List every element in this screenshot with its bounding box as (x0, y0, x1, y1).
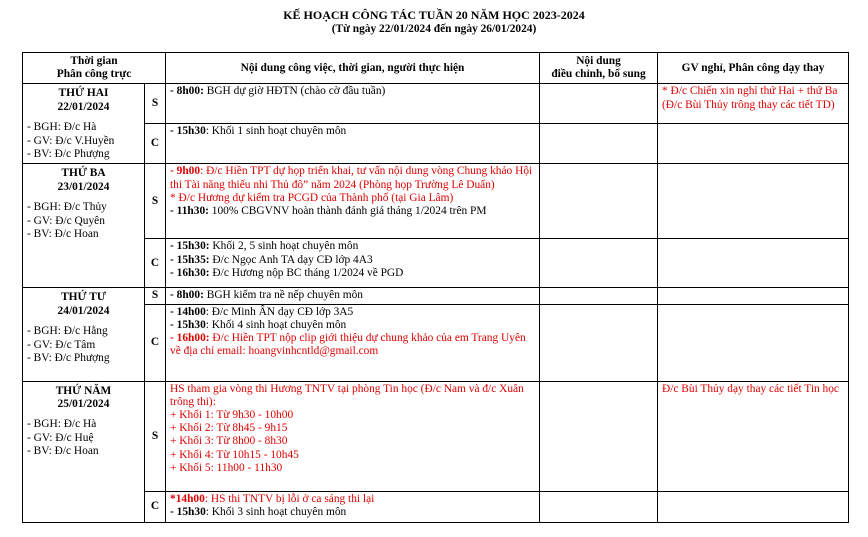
table-row (23, 491, 849, 522)
afternoon-content (166, 491, 540, 522)
day-cell (23, 84, 145, 164)
substitute-cell: * Đ/c Chiến xin nghỉ thứ Hai + thứ Ba (Đ/c Bùi Thủy trông thay các tiết TD) (658, 84, 849, 124)
substitute-cell (658, 164, 849, 239)
entry-text: Khối 2, 5 sinh hoạt chuyên môn (209, 240, 359, 253)
duty-assignment: - BGH: Đ/c Hà (27, 121, 97, 134)
entry-time: - 8h00: (170, 289, 204, 302)
entry-text: : HS thi TNTV bị lỗi ở ca sáng thi lại (204, 492, 375, 505)
header-substitute: GV nghỉ, Phân công dạy thay (658, 53, 849, 84)
adjustment-cell (540, 381, 658, 491)
afternoon-content (166, 124, 540, 164)
day-cell (23, 381, 145, 522)
session-morning: S (145, 84, 166, 124)
header-content: Nội dung công việc, thời gian, người thực hiện (166, 53, 540, 84)
morning-content (166, 164, 540, 239)
day-name: THỨ TƯ (61, 291, 106, 304)
schedule-entry (170, 165, 535, 191)
schedule-table (22, 52, 849, 523)
session-afternoon: C (145, 491, 166, 522)
page-title: KẾ HOẠCH CÔNG TÁC TUẦN 20 NĂM HỌC 2023-2024 (283, 8, 585, 22)
session-afternoon: C (145, 239, 166, 288)
schedule-entry: + Khối 4: Từ 10h15 - 10h45 (170, 448, 299, 461)
day-cell (23, 288, 145, 381)
afternoon-content (166, 239, 540, 288)
substitute-cell (658, 239, 849, 288)
day-date: 22/01/2024 (57, 100, 110, 113)
duty-assignment: - BGH: Đ/c Thủy (27, 201, 107, 214)
adjustment-cell (540, 304, 658, 381)
table-row (23, 304, 849, 381)
page-subtitle: (Từ ngày 22/01/2024 đến ngày 26/01/2024) (331, 23, 537, 35)
entry-time: - 15h30 (170, 505, 206, 518)
schedule-entry: + Khối 5: 11h00 - 11h30 (170, 461, 283, 474)
session-morning: S (145, 381, 166, 491)
table-row (23, 84, 849, 124)
duty-assignment: - BGH: Đ/c Hằng (27, 325, 108, 338)
duty-assignment: - BV: Đ/c Phượng (27, 148, 110, 161)
entry-time: - 15h35: (170, 253, 210, 266)
schedule-entry: HS tham gia vòng thi Hương TNTV tại phòng Tin học (Đ/c Nam và đ/c Xuân trông thi): (170, 382, 524, 408)
schedule-entry (170, 506, 535, 519)
entry-time: - 15h30 (170, 125, 206, 138)
schedule-entry: + Khối 1: Từ 9h30 - 10h00 (170, 409, 294, 422)
substitute-cell (658, 491, 849, 522)
session-morning: S (145, 164, 166, 239)
entry-text: : Khối 4 sinh hoạt chuyên môn (205, 318, 347, 331)
session-morning: S (145, 288, 166, 304)
entry-time: *14h00 (170, 492, 205, 505)
entry-time: - 11h30: (170, 205, 209, 218)
table-row (23, 239, 849, 288)
entry-text: 100% CBGVNV hoàn thành đánh giá tháng 1/2024 trên PM (208, 205, 487, 218)
day-name: THỨ BA (61, 167, 106, 180)
morning-content (166, 288, 540, 304)
schedule-entry (170, 254, 535, 267)
duty-assignment: - GV: Đ/c Tâm (27, 338, 96, 351)
table-row (23, 288, 849, 304)
session-afternoon: C (145, 124, 166, 164)
day-date: 24/01/2024 (57, 304, 110, 317)
entry-text: Đ/c Ngọc Anh TA dạy CĐ lớp 4A3 (209, 253, 373, 266)
adjustment-cell (540, 239, 658, 288)
day-name: THỨ NĂM (55, 384, 112, 397)
duty-assignment: - BV: Đ/c Phượng (27, 352, 110, 365)
schedule-entry (170, 240, 535, 253)
adjustment-cell (540, 124, 658, 164)
substitute-cell: Đ/c Bùi Thủy dạy thay các tiết Tin học (658, 381, 849, 491)
header-adjustment: Nội dung điều chỉnh, bổ sung (540, 53, 658, 84)
schedule-entry (170, 205, 535, 218)
schedule-entry (170, 85, 535, 98)
entry-text: : Khối 1 sinh hoạt chuyên môn (205, 125, 347, 138)
schedule-entry (170, 125, 535, 138)
adjustment-cell (540, 84, 658, 124)
afternoon-content (166, 304, 540, 381)
duty-assignment: - BV: Đ/c Hoan (27, 228, 99, 241)
adjustment-cell (540, 288, 658, 304)
entry-time: - 15h30 (170, 318, 206, 331)
adjustment-cell (540, 164, 658, 239)
entry-text: Đ/c Hiền TPT nộp clip giới thiệu dự chung khảo của em Trang Uyên về địa chỉ email: hoangvinhcntld@gmail.com (170, 332, 526, 358)
entry-text: BGH kiểm tra nề nếp chuyên môn (203, 289, 363, 302)
entry-text: : Khối 3 sinh hoạt chuyên môn (205, 505, 347, 518)
substitute-cell (658, 124, 849, 164)
schedule-entry (170, 306, 535, 319)
table-row (23, 164, 849, 239)
entry-text: BGH dự giờ HĐTN (chào cờ đầu tuần) (203, 85, 386, 98)
duty-assignment: - GV: Đ/c Quyên (27, 214, 105, 227)
entry-time: - 16h30: (170, 266, 210, 279)
duty-assignment: - GV: Đ/c Huệ (27, 431, 94, 444)
entry-text: Đ/c Hương nộp BC tháng 1/2024 về PGD (209, 266, 404, 279)
schedule-entry (170, 267, 535, 280)
entry-time: - 16h00: (170, 332, 210, 345)
schedule-entry (170, 319, 535, 332)
schedule-entry (170, 332, 535, 358)
duty-assignment: - BGH: Đ/c Hà (27, 418, 97, 431)
entry-text: : Đ/c Minh ÂN dạy CĐ lớp 3A5 (205, 305, 354, 318)
schedule-entry (170, 192, 535, 205)
substitute-cell (658, 288, 849, 304)
table-row (23, 124, 849, 164)
duty-assignment: - GV: Đ/c V.Huyền (27, 134, 115, 147)
day-name: THỨ HAI (58, 87, 109, 100)
schedule-entry (170, 493, 535, 506)
header-time: Thời gian Phân công trực (23, 53, 166, 84)
entry-time: - 8h00: (170, 85, 204, 98)
schedule-entry (170, 289, 535, 302)
day-cell (23, 164, 145, 288)
morning-content (166, 84, 540, 124)
morning-content (166, 381, 540, 491)
entry-time: - 9h00 (170, 165, 201, 178)
schedule-entry: + Khối 2: Từ 8h45 - 9h15 (170, 422, 288, 435)
substitute-cell (658, 304, 849, 381)
day-date: 25/01/2024 (57, 398, 110, 411)
entry-time: - 14h00 (170, 305, 206, 318)
session-afternoon: C (145, 304, 166, 381)
table-row (23, 381, 849, 491)
duty-assignment: - BV: Đ/c Hoan (27, 445, 99, 458)
adjustment-cell (540, 491, 658, 522)
entry-time: - 15h30: (170, 240, 210, 253)
entry-text: : Đ/c Hiền TPT dự họp triển khai, tư vấn nội dung vòng Chung khảo Hội thi Tài năng thiếu nhi Thủ đô” năm 2024 (Phòng họp Trường Lê Duẩn) (170, 165, 533, 191)
schedule-entry: + Khối 3: Từ 8h00 - 8h30 (170, 435, 288, 448)
day-date: 23/01/2024 (57, 180, 110, 193)
entry-text: * Đ/c Hương dự kiểm tra PCGD của Thành phố (tại Gia Lâm) (170, 191, 454, 204)
